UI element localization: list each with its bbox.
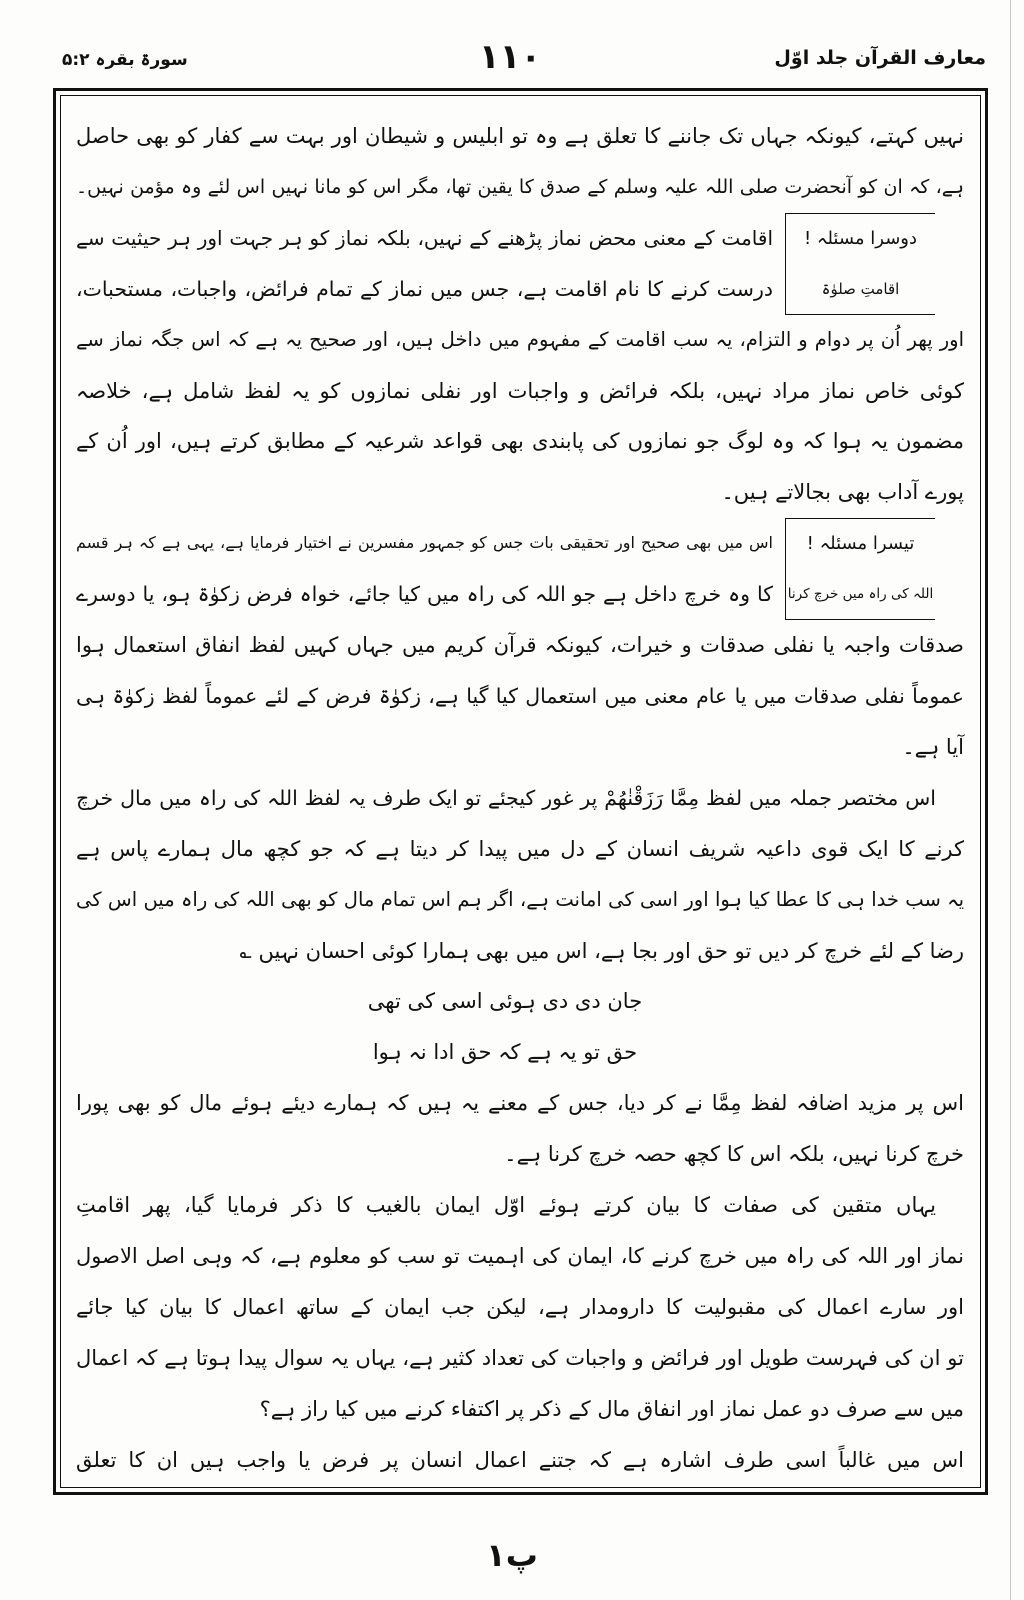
text-line: کا وہ خرچ داخل ہے جو اللہ کی راہ میں کیا جائے، خواہ فرض زکوٰۃ ہو، یا دوسرے [76, 582, 773, 607]
text-line: یہ سب خدا ہی کا عطا کیا ہوا اور اسی کی امانت ہے، اگر ہم اس تمام مال کو بھی اللہ کی راہ میں اس کی [76, 887, 964, 911]
text-line: کوئی خاص نماز مراد نہیں، بلکہ فرائض و واجبات اور نفلی نمازوں کو یہ لفظ شامل ہے، خلاصہ [76, 378, 964, 403]
signature-mark: پ۱ [486, 1536, 538, 1574]
page-edge-line [1010, 0, 1011, 1600]
text-line: اور پھر اُن پر دوام و التزام، یہ سب اقامت کے مفہوم میں داخل ہیں، اور صحیح یہ ہے کہ اس جگہ نماز سے [76, 327, 964, 351]
text-line: درست کرنے کا نام اقامت ہے، جس میں نماز کے تمام فرائض، واجبات، مستحبات، [76, 276, 773, 301]
text-line: خرچ کرنا نہیں، بلکہ اس کا کچھ حصہ خرچ کرنا ہے۔ [504, 1142, 964, 1167]
text-line: نہیں کہتے، کیونکہ جہاں تک جاننے کا تعلق ہے وہ تو ابلیس و شیطان اور بہت سے کفار کو بھی حاصل [76, 124, 964, 148]
text-line: تو ان کی فہرست طویل اور فرائض و واجبات کی تعداد کثیر ہے، یہاں یہ سوال پیدا ہوتا ہے کہ اعمال [76, 1345, 964, 1370]
text-line: عموماً نفلی صدقات میں یا عام معنی میں استعمال کیا گیا ہے، زکوٰۃ فرض کے لئے عموماً لفظ زکوٰۃ ہی [76, 683, 964, 708]
side-heading-box [785, 518, 935, 620]
book-title: معارف القرآن جلد اوّل [774, 47, 986, 69]
text-line: نماز اور اللہ کی راہ میں خرچ کرنے کا، ایمان کی اہمیت تو سب کو معلوم ہے، کہ وہی اصل الاصول [76, 1243, 964, 1268]
body-text [76, 111, 964, 1485]
text-line: صدقات واجبہ یا نفلی صدقات و خیرات، کیونکہ قرآن کریم میں جہاں کہیں لفظ انفاق استعمال ہوا [76, 633, 964, 658]
poetry-line: جان دی دی ہوئی اسی کی تھی [367, 989, 643, 1014]
text-line: کرنے کا ایک قوی داعیہ شریف انسان کے دل میں پیدا کر دیتا ہے کہ جو کچھ مال ہمارے پاس ہے [76, 836, 964, 861]
text-line: مضمون یہ ہوا کہ وہ لوگ جو نمازوں کی پابندی بھی قواعد شرعیہ کے مطابق کرتے ہیں، اور اُن کے [76, 429, 964, 454]
text-line: ہے، کہ ان کو آنحضرت صلی اللہ علیہ وسلم کے صدق کا یقین تھا، مگر اس کو مانا نہیں اس لئے وہ مؤمن نہیں۔ [76, 175, 964, 198]
side-heading-subtitle: اقامتِ صلوٰۃ [821, 279, 900, 298]
surah-reference: سورۃ بقرہ ۵:۲ [62, 50, 188, 70]
text-line: اس میں غالباً اسی طرف اشارہ ہے کہ جتنے اعمال انسان پر فرض یا واجب ہیں ان کا تعلق [76, 1447, 964, 1472]
text-line: اس مختصر جملہ میں لفظ مِمَّا رَزَقْنٰهُمْ پر غور کیجئے تو ایک طرف یہ لفظ اللہ کی راہ میں مال خرچ [76, 785, 936, 810]
text-line: اس میں بھی صحیح اور تحقیقی بات جس کو جمہور مفسرین نے اختیار فرمایا ہے، یہی ہے کہ ہر قسم [76, 533, 773, 553]
text-line: رضا کے لئے خرچ کر دیں تو حق اور بجا ہے، اس میں بھی ہمارا کوئی احسان نہیں ؎ [239, 938, 964, 963]
text-line: اقامت کے معنی محض نماز پڑھنے کے نہیں، بلکہ نماز کو ہر جہت اور ہر حیثیت سے [76, 225, 773, 250]
side-heading-title: تیسرا مسئلہ ! [806, 533, 915, 555]
page-number: ۱۱۰ [478, 37, 542, 77]
poetry-line: حق تو یہ ہے کہ حق ادا نہ ہوا [372, 1040, 638, 1065]
text-line: پورے آداب بھی بجالاتے ہیں۔ [721, 480, 964, 505]
side-heading-box [785, 213, 935, 315]
text-line: اور سارے اعمال کی مقبولیت کا دارومدار ہے، لیکن جب ایمان کے ساتھ اعمال کا بیان کیا جائے [76, 1294, 964, 1319]
text-line: آیا ہے۔ [902, 734, 964, 759]
text-line: میں سے صرف دو عمل نماز اور انفاق مال کے ذکر پر اکتفاء کرنے میں کیا راز ہے؟ [259, 1396, 964, 1421]
side-heading-subtitle: اللہ کی راہ میں خرچ کرنا [787, 586, 934, 603]
text-line: یہاں متقین کی صفات کا بیان کرتے ہوئے اوّل ایمان بالغیب کا ذکر فرمایا گیا، پھر اقامتِ [76, 1193, 936, 1218]
side-heading-title: دوسرا مسئلہ ! [803, 227, 918, 249]
text-line: اس پر مزید اضافہ لفظ مِمَّا نے کر دیا، جس کے معنے یہ ہیں کہ ہمارے دیئے ہوئے مال کو بھی پورا [76, 1091, 964, 1116]
